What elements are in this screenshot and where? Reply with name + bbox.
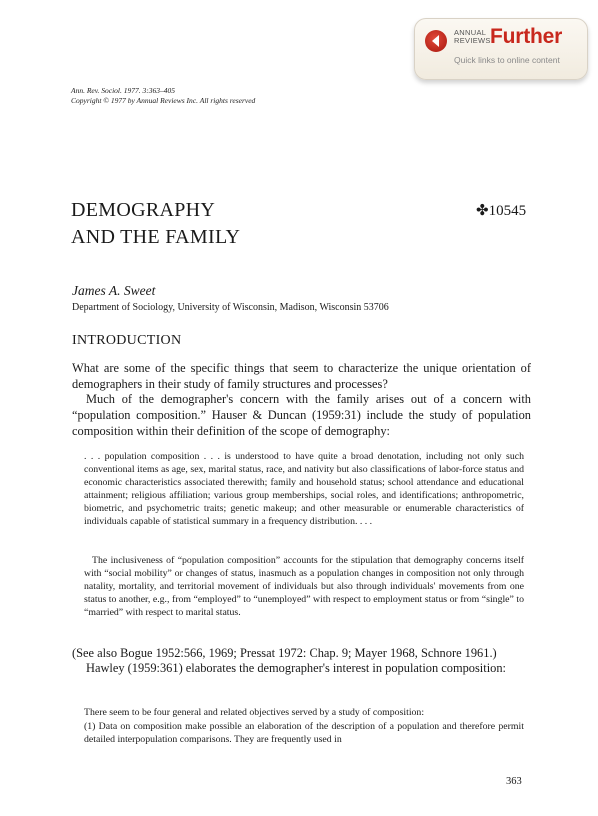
annual-reviews-wordmark: [454, 29, 491, 45]
annual-reviews-logo-icon: [425, 30, 447, 52]
paragraph-1: What are some of the specific things that seem to characterize the unique orientation of demographers in their study of family structures and processes?: [72, 361, 531, 391]
further-label: Further: [490, 25, 563, 48]
further-badge[interactable]: [414, 18, 588, 80]
title-line-2: AND THE FAMILY: [71, 226, 241, 248]
paragraph-2: Much of the demographer's concern with the family arises out of a concern with “population composition.” Hauser & Duncan (1959:31) include the study of population composition within their definition of the scope of demography:: [72, 392, 531, 438]
brand-line-1: ANNUAL: [454, 28, 487, 37]
section-heading: INTRODUCTION: [72, 333, 182, 348]
author-affiliation: Department of Sociology, University of Wisconsin, Madison, Wisconsin 53706: [72, 302, 389, 313]
paragraph-4: Hawley (1959:361) elaborates the demographer's interest in population composition:: [86, 661, 506, 675]
block-quote-2: The inclusiveness of “population composition” accounts for the stipulation that demography concerns itself with “social mobility” or changes of status, inasmuch as a population changes in composition not only through natality, mortality, and territorial movement of individuals but also through individuals' movements from one status to another, e.g., from “employed” to “unemployed” with respect to employment status or from “single” to “married” with respect to marital status.: [84, 555, 524, 618]
brand-line-2: REVIEWS: [454, 36, 491, 45]
further-sublabel: Quick links to online content: [454, 55, 560, 65]
author-name: James A. Sweet: [72, 283, 156, 298]
page-number: 363: [506, 776, 522, 787]
journal-header: [71, 86, 255, 106]
block-quote-4: (1) Data on composition make possible an elaboration of the description of a population and therefore permit detailed interpopulation comparisons. They are frequently used in: [84, 721, 524, 745]
block-quote-1: . . . population composition . . . is understood to have quite a broad denotation, including not only such conventional items as age, sex, marital status, race, and nativity but also classifications of labor-force status and economic characteristics associated therewith; family and household status; school attendance and educational attainment; religious affiliation; various group memberships, social roles, and identifications; anthropometric, biometric, and psychometric traits; genetic makeup; and other measurable or enumerable characteristics of individuals capable of statistical summary in a frequency distribution. . . .: [84, 451, 524, 527]
article-id-tag: ✤10545: [476, 203, 527, 219]
block-quote-3: There seem to be four general and related objectives served by a study of composition:: [84, 707, 425, 718]
article-title: [71, 197, 240, 251]
paragraph-3: (See also Bogue 1952:566, 1969; Pressat 1972: Chap. 9; Mayer 1968, Schnore 1961.): [72, 646, 497, 660]
copyright-line: Copyright © 1977 by Annual Reviews Inc. All rights reserved: [71, 96, 256, 105]
title-line-1: DEMOGRAPHY: [71, 199, 216, 221]
journal-citation: Ann. Rev. Sociol. 1977. 3:363–405: [71, 86, 176, 95]
